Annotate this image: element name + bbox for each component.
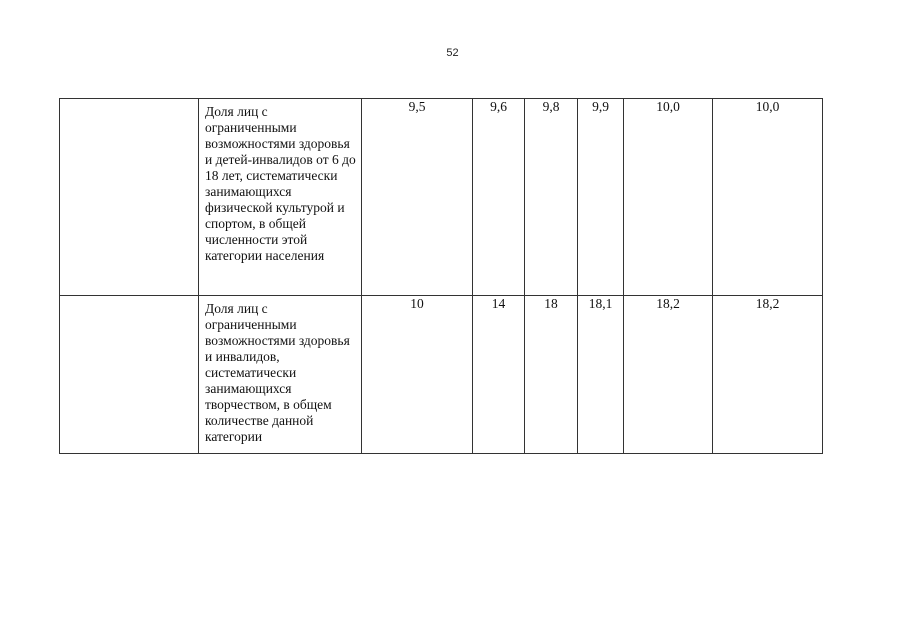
- value-cell: 18,1: [578, 296, 624, 454]
- empty-cell: [60, 296, 199, 454]
- value-cell: 9,6: [473, 99, 525, 296]
- value-cell: 18,2: [713, 296, 823, 454]
- table-row: [60, 296, 823, 454]
- empty-cell: [60, 99, 199, 296]
- indicator-description: Доля лиц с ограниченными возможностями здоровья и инвалидов, систематически занимающихся творчеством, в общем количестве данной категории: [205, 301, 350, 444]
- indicator-description-cell: [199, 296, 362, 454]
- table-row: [60, 99, 823, 296]
- value-cell: 10: [362, 296, 473, 454]
- page-number: 52: [446, 47, 459, 59]
- indicator-table: [59, 98, 823, 454]
- indicator-description: Доля лиц с ограниченными возможностями здоровья и детей-инвалидов от 6 до 18 лет, систематически занимающихся физической культурой и спортом, в общей численности этой категории населения: [205, 104, 356, 263]
- indicator-description-cell: [199, 99, 362, 296]
- value-cell: 9,8: [525, 99, 578, 296]
- value-cell: 14: [473, 296, 525, 454]
- value-cell: 18,2: [624, 296, 713, 454]
- value-cell: 10,0: [624, 99, 713, 296]
- value-cell: 18: [525, 296, 578, 454]
- value-cell: 9,9: [578, 99, 624, 296]
- value-cell: 10,0: [713, 99, 823, 296]
- value-cell: 9,5: [362, 99, 473, 296]
